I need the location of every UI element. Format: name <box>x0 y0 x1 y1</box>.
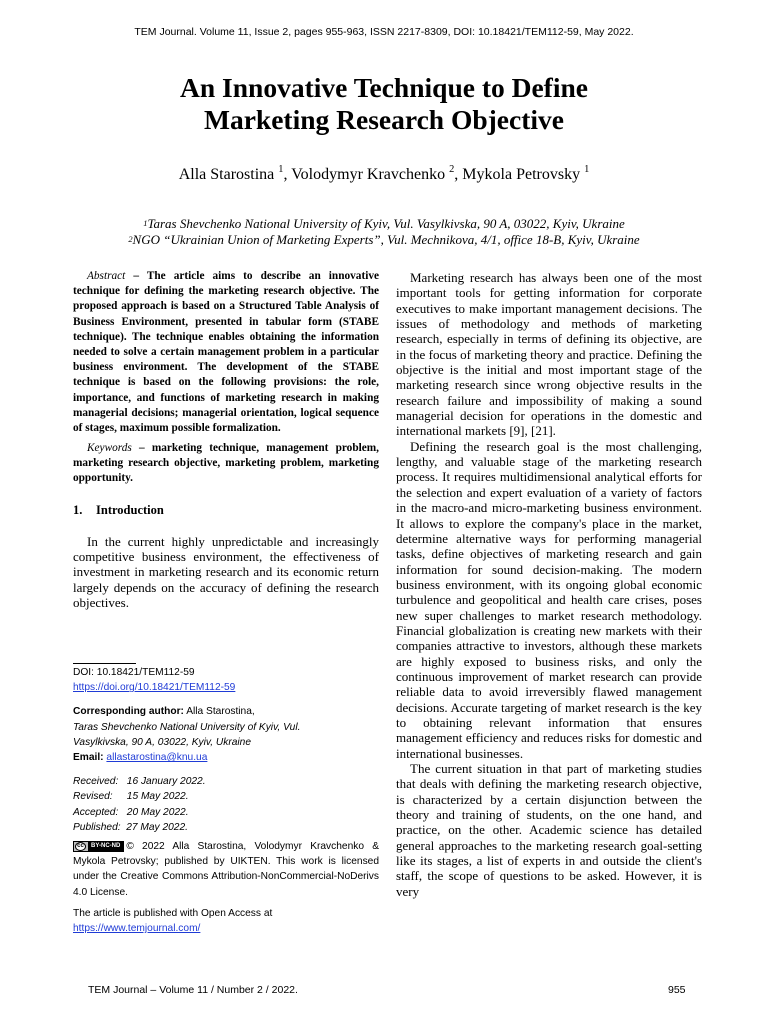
corresponding-affiliation-line-2: Vasylkivska, 90 A, 03022, Kyiv, Ukraine <box>73 736 251 748</box>
left-column <box>73 269 379 611</box>
keywords-text: marketing technique, management problem, marketing research objective, marketing problem, marketing opportunity. <box>73 442 380 484</box>
affiliation-mark: 2 <box>128 233 133 244</box>
email-link[interactable]: allastarostina@knu.ua <box>106 752 208 764</box>
author-name: Volodymyr Kravchenko <box>291 166 446 183</box>
journal-link[interactable]: https://www.temjournal.com/ <box>73 923 201 935</box>
revised-date: Revised: 15 May 2022. <box>73 791 189 803</box>
author-list <box>0 166 768 184</box>
section-title: Introduction <box>96 502 164 517</box>
affiliation-1 <box>0 216 768 232</box>
corresponding-author-name: Alla Starostina, <box>183 706 255 718</box>
running-head: TEM Journal. Volume 11, Issue 2, pages 955-963, ISSN 2217-8309, DOI: 10.18421/TEM112-59, May 2022. <box>134 26 634 38</box>
received-date: Received: 16 January 2022. <box>73 776 206 788</box>
body-paragraph-1: Marketing research has always been one of the most important tools for getting information for corporate executives to make important management decisions. The issues of methodology and methods of marketing research, especially in terms of defining its objective, are in the focus of marketing theory and practice. Defining the objective is the initial and most important stage of the marketing research since wrong objective results in the research failure and impossibility of making a sound managerial decision for operations in the domestic and international markets [9], [21]. <box>396 270 702 439</box>
footer-journal: TEM Journal – Volume 11 / Number 2 / 2022. <box>88 984 298 996</box>
author-separator: , <box>454 166 463 183</box>
paper-title <box>0 72 768 136</box>
corresponding-affiliation-line-1: Taras Shevchenko National University of Kyiv, Vul. <box>73 721 301 733</box>
section-heading-introduction <box>73 503 379 518</box>
body-paragraph-3: The current situation in that part of marketing studies that deals with defining the marketing research objective, is characterized by a certain disjunction between the theory and training of students, on the one hand, and practice, on the other. Academic science has detailed general approaches to the marketing research goal-setting like its stages, a list of experts in and outside the client's staff, the scope of questions to be asked. However, it is very <box>396 761 702 899</box>
keywords-dash: – <box>131 442 152 455</box>
author-affil-mark: 1 <box>278 164 284 176</box>
corresponding-author <box>73 704 379 719</box>
abstract-label: Abstract <box>87 270 126 282</box>
abstract-text: The article aims to describe an innovative technique for defining the marketing research objective. The proposed approach is based on a Structured Table Analysis of Business Environment, presented in tabular form (STABE technique). The technique enables obtaining the information needed to solve a certain management problem in a particular business environment. The development of the STABE technique is based on the following provisions: the role, importance, and functions of marketing research in making managerial decisions; managerial orientation, logical sequence of stages, maximum possible formalization. <box>73 270 380 435</box>
footnote-rule <box>73 663 136 664</box>
affiliation-text: NGO “Ukrainian Union of Marketing Experts”, Vul. Mechnikova, 4/1, office 18-B, Kyiv, Ukraine <box>132 232 640 247</box>
keywords <box>73 441 379 485</box>
article-footnote <box>73 665 379 936</box>
affiliations <box>0 216 768 248</box>
doi-link[interactable]: https://doi.org/10.18421/TEM112-59 <box>73 682 236 694</box>
title-line-1: An Innovative Technique to Define <box>180 72 588 103</box>
cc-license-icon[interactable] <box>73 841 124 852</box>
open-access-note: The article is published with Open Access at <box>73 907 273 919</box>
right-column <box>396 270 702 899</box>
author-name: Alla Starostina <box>178 166 275 183</box>
footer-page-number: 955 <box>668 984 686 996</box>
author-name: Mykola Petrovsky <box>462 166 581 183</box>
doi-text: DOI: 10.18421/TEM112-59 <box>73 667 195 678</box>
cc-symbol: cc <box>75 842 86 851</box>
affiliation-text: Taras Shevchenko National University of Kyiv, Vul. Vasylkivska, 90 A, 03022, Kyiv, Ukraine <box>147 216 625 231</box>
cc-badge-label: BY-NC-ND <box>88 842 123 851</box>
author-separator: , <box>283 166 292 183</box>
email-label: Email: <box>73 752 104 764</box>
affiliation-2 <box>0 232 768 248</box>
published-date: Published: 27 May 2022. <box>73 821 188 833</box>
abstract <box>73 269 379 436</box>
introduction-paragraph: In the current highly unpredictable and increasingly competitive business environment, the effectiveness of investment in marketing research and its economic return largely depends on the accuracy of defining the research objectives. <box>73 533 379 611</box>
author-affil-mark: 1 <box>584 164 590 176</box>
license-statement: © 2022 Alla Starostina, Volodymyr Kravchenko & Mykola Petrovsky; published by UIKTEN. This work is licensed under the Creative Commons Attribution-NonCommercial-NoDerivs 4.0 License. <box>73 841 379 898</box>
email-line <box>73 750 379 765</box>
section-number: 1. <box>73 502 83 517</box>
author-affil-mark: 2 <box>449 164 455 176</box>
abstract-dash: – <box>125 270 147 282</box>
accepted-date: Accepted: 20 May 2022. <box>73 806 189 818</box>
license-text <box>73 839 379 900</box>
keywords-label: Keywords <box>87 442 132 455</box>
corresponding-author-label: Corresponding author: <box>73 706 184 718</box>
affiliation-mark: 1 <box>143 217 148 228</box>
body-paragraph-2: Defining the research goal is the most challenging, lengthy, and valuable stage of the marketing research process. It requires multidimensional analytical efforts for the selection and expert evaluation of a variety of factors in the macro-and micro-marketing business environment. It allows to explore the company's place in the market, determine alternative ways for performing managerial tasks, define objectives of marketing research and gain information for sound decision-making. The modern business environment, with its ongoing global economic turbulence and geopolitical and health care crises, poses new super challenges to market research methodology. Financial globalization is creating new markets with their companies attractive to investors, although these markets are highly exposed to business risks, and only the continuous improvement of market research can provide reliable data to avoid irreversibly flawed management decisions. Accurate targeting of market research is the key to obtaining relevant information that ensures management efficiency and reduces risks for domestic and international businesses. <box>396 438 702 761</box>
title-line-2: Marketing Research Objective <box>204 104 564 135</box>
